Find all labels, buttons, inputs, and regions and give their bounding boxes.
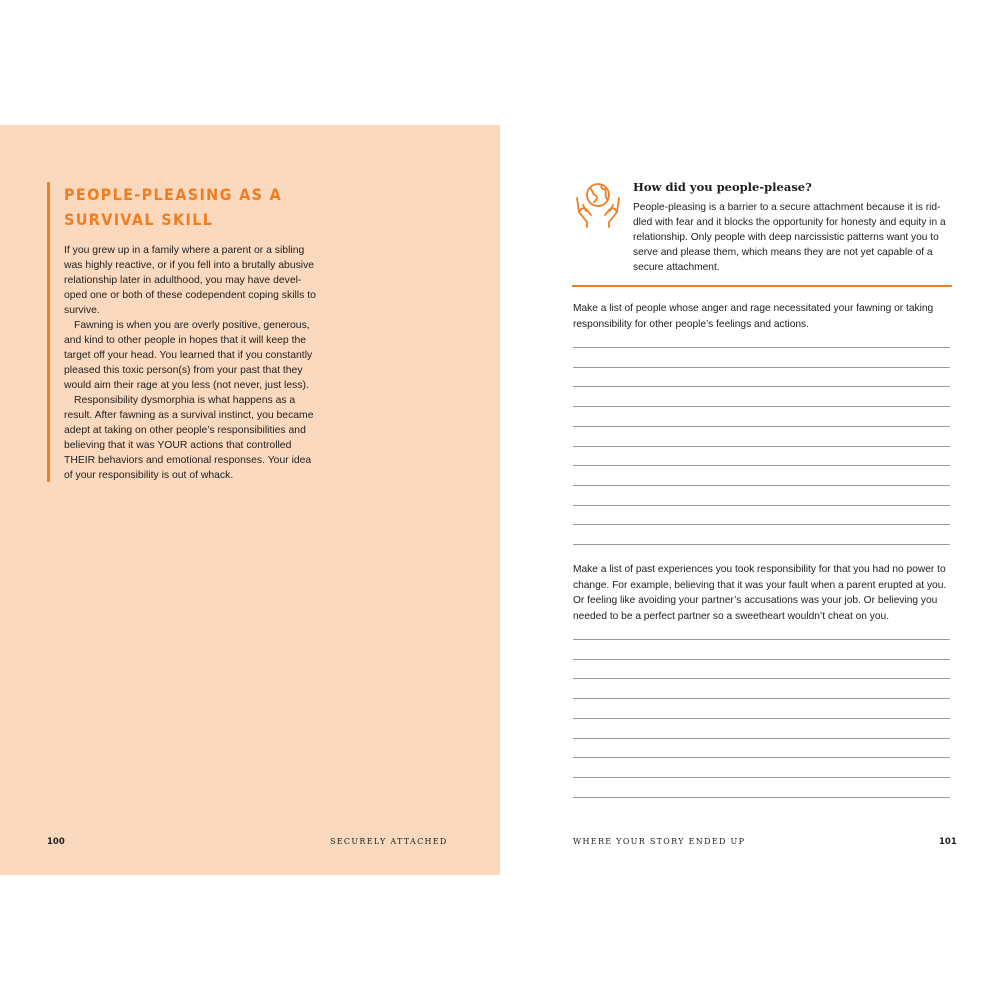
writing-line[interactable] (573, 406, 950, 407)
page-number-right: 101 (939, 837, 957, 847)
running-head-right: WHERE YOUR STORY ENDED UP (573, 837, 746, 846)
question-1: Make a list of people whose anger and rage necessitated your fawning or taking responsibility for other people’s feelings and actions. (573, 303, 934, 330)
writing-line[interactable] (573, 446, 950, 447)
writing-line[interactable] (573, 659, 950, 660)
sidebar-accent-rule (47, 182, 50, 482)
writing-line[interactable] (573, 367, 950, 368)
section-divider (572, 285, 952, 287)
section-title: PEOPLE-PLEASING AS A SURVIVAL SKILL (64, 185, 283, 229)
page-number-left: 100 (47, 837, 65, 847)
running-head-left: SECURELY ATTACHED (330, 837, 448, 846)
writing-line[interactable] (573, 777, 950, 778)
writing-line[interactable] (573, 505, 950, 506)
body-text (64, 243, 320, 483)
writing-line[interactable] (573, 347, 950, 348)
writing-line[interactable] (573, 698, 950, 699)
writing-line[interactable] (573, 718, 950, 719)
prompt-text: People-pleasing is a barrier to a secure attachment because it is rid-dled with fear and it blocks the opportunity for honesty and equity in a relationship. Only people with deep narcissistic patterns want you to serve and please them, which means they are not yet capable of a secure attachment. (633, 202, 946, 273)
writing-line[interactable] (573, 797, 950, 798)
writing-line[interactable] (573, 465, 950, 466)
writing-line[interactable] (573, 426, 950, 427)
writing-line[interactable] (573, 544, 950, 545)
paragraph: Responsibility dysmorphia is what happens as a result. After fawning as a survival instinct, you became adept at taking on other people’s responsibilities and believing that it was YOUR actions that controlled THEIR behaviors and emotional responses. Your idea of your responsibility is out of whack. (64, 395, 314, 481)
paragraph: Fawning is when you are overly positive, generous, and kind to other people in hopes that it will keep the target off your head. You learned that if you constantly pleased this toxic person(s) from your past that they would aim their rage at you less (not never, just less). (64, 320, 313, 391)
writing-line[interactable] (573, 738, 950, 739)
writing-line[interactable] (573, 386, 950, 387)
prompt-title: How did you people-please? (633, 180, 812, 194)
hands-holding-globe-icon (573, 180, 623, 230)
writing-line[interactable] (573, 485, 950, 486)
writing-line[interactable] (573, 757, 950, 758)
right-page (500, 125, 1000, 875)
writing-line[interactable] (573, 639, 950, 640)
book-spread (0, 125, 1000, 875)
paragraph: If you grew up in a family where a parent or a sibling was highly reactive, or if you fell into a brutally abusive relationship later in adulthood, you may have devel-oped one or both of these codependent coping skills to survive. (64, 245, 316, 316)
writing-line[interactable] (573, 524, 950, 525)
question-2: Make a list of past experiences you took responsibility for that you had no power to change. For example, believing that it was your fault when a parent erupted at you. Or feeling like avoiding your partner’s accusations was your job. Or believing you needed to be a perfect partner so a sweetheart wouldn’t cheat on you. (573, 564, 947, 622)
writing-line[interactable] (573, 678, 950, 679)
left-page (0, 125, 500, 875)
